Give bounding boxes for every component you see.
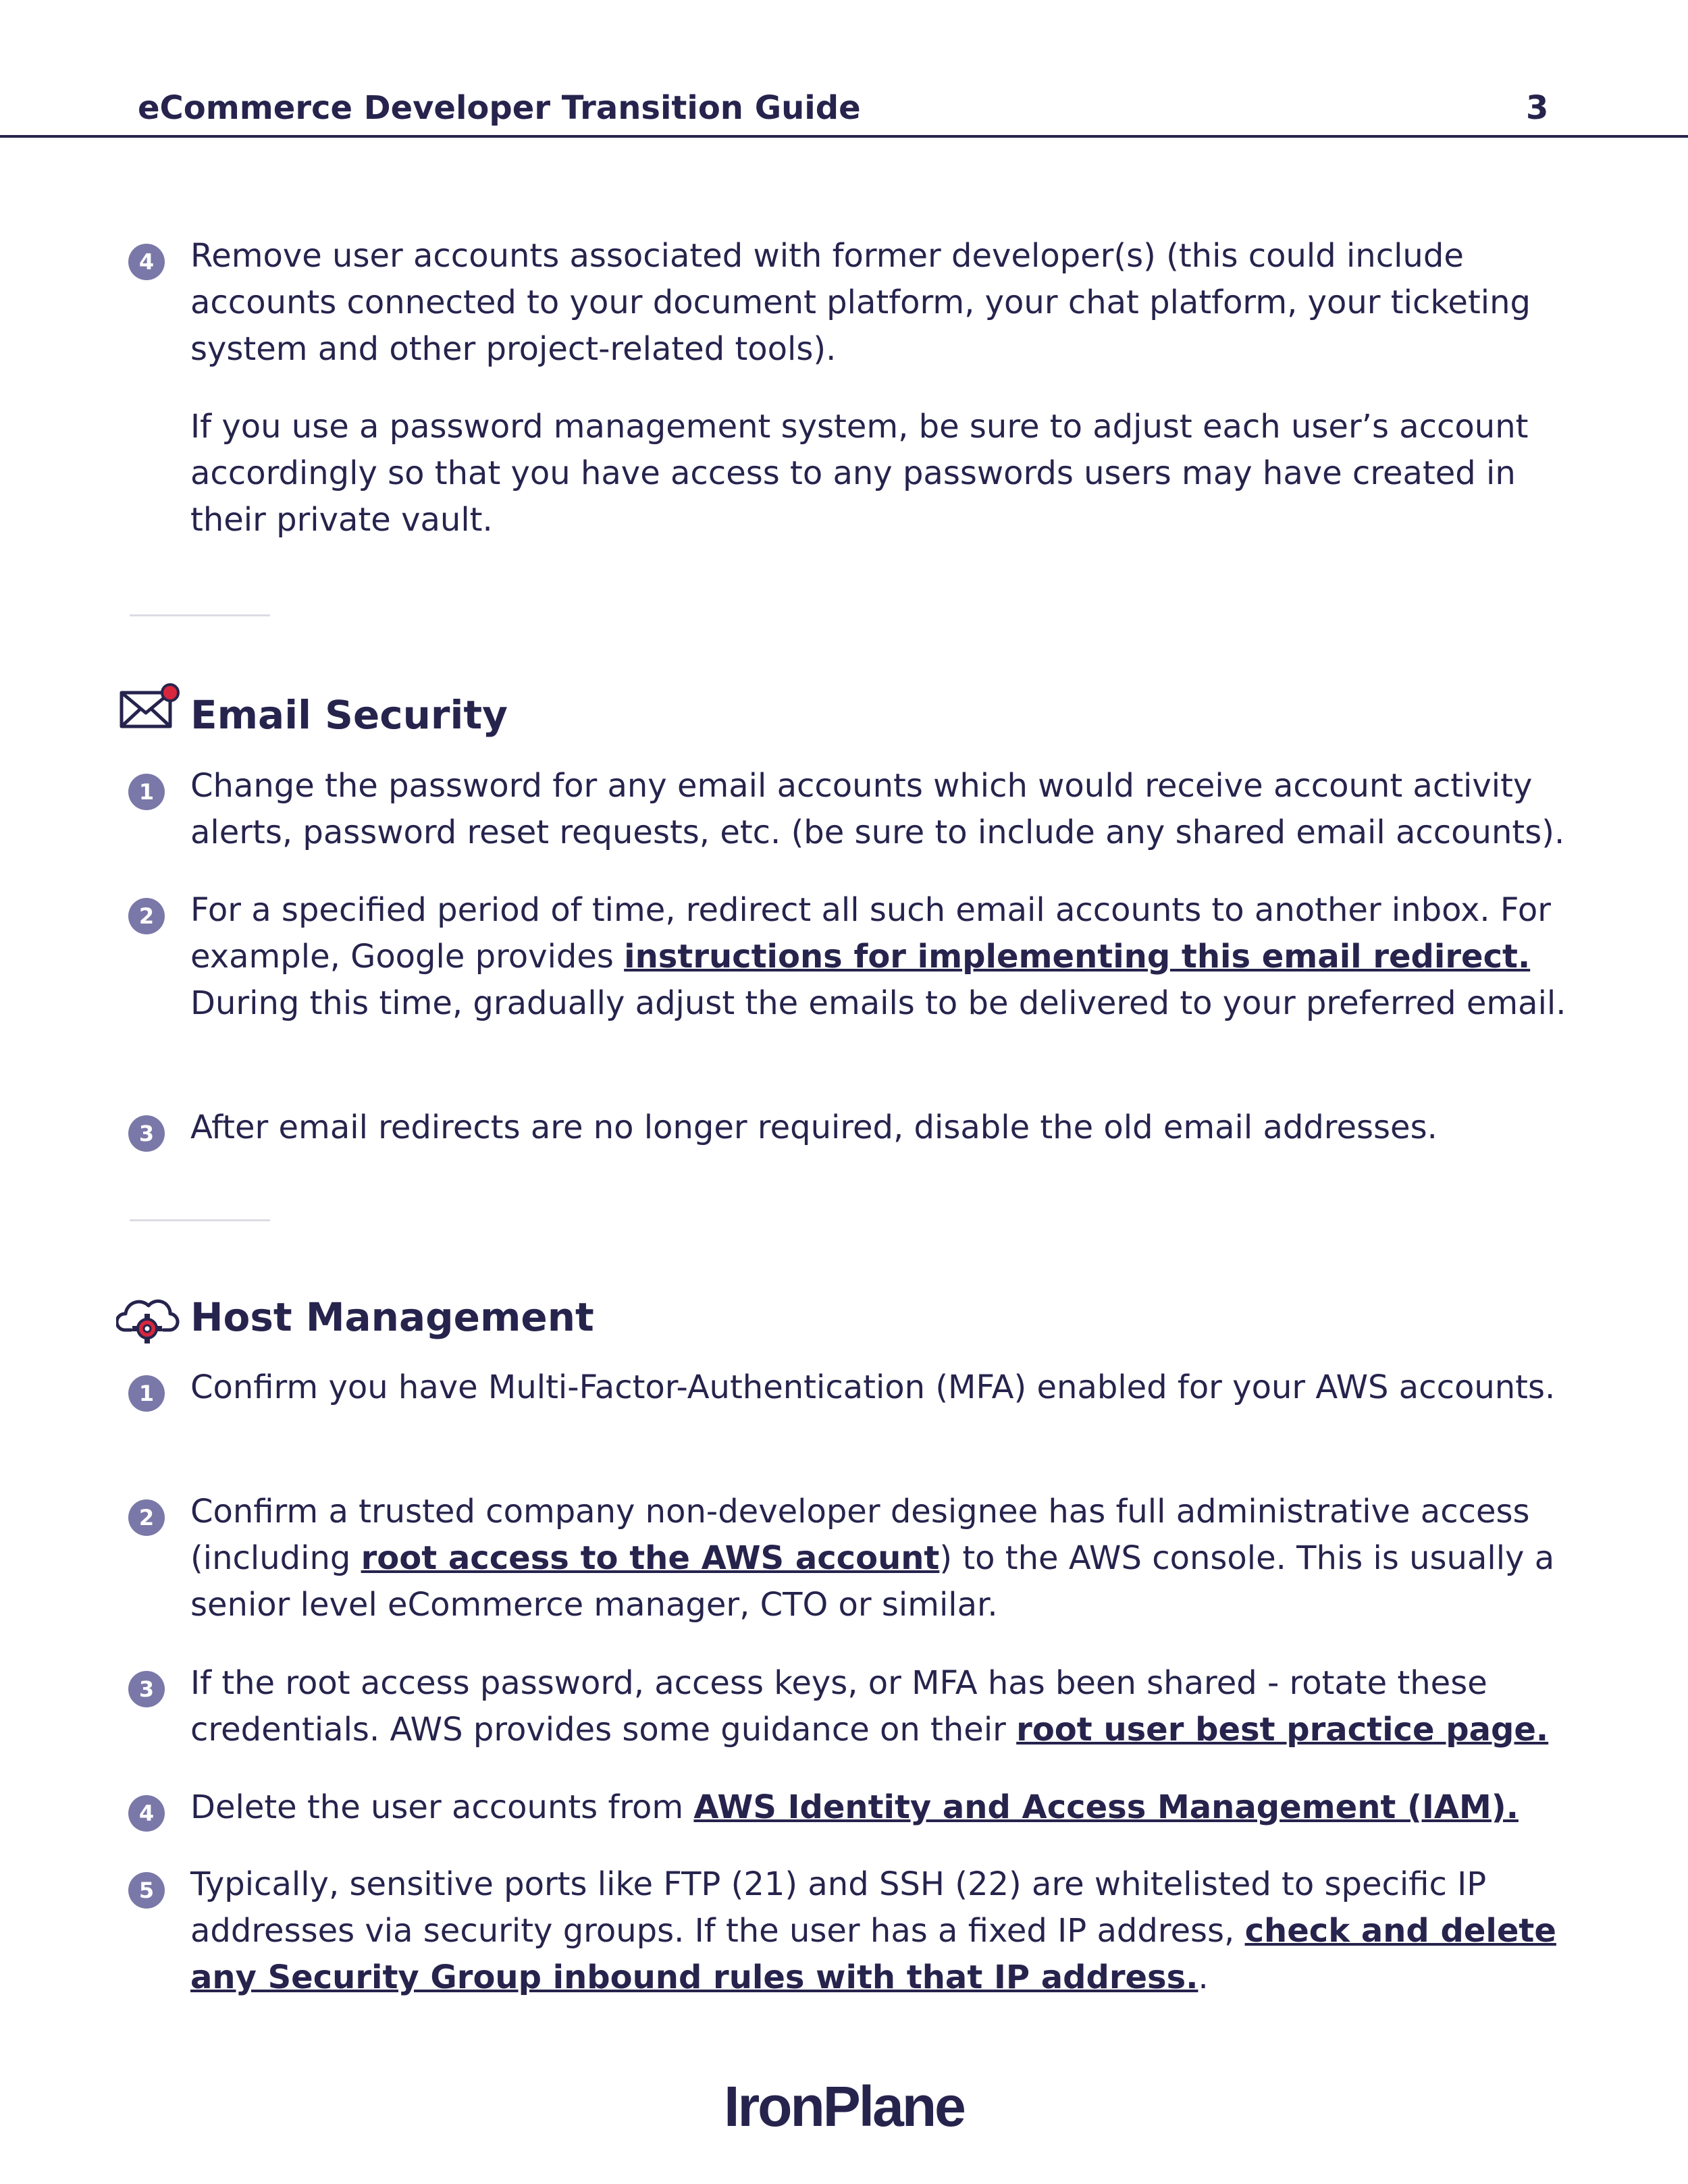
list-item: [138, 763, 1568, 856]
list-item: [138, 887, 1568, 1027]
root-user-best-practice-link[interactable]: root user best practice page.: [1016, 1711, 1549, 1749]
item-note: If you use a password management system, be sure to adjust each user’s account accordingly so that you have access to any passwords users may have created in their private vault.: [190, 408, 1529, 539]
envelope-notification-icon: [119, 683, 180, 736]
item-text: [190, 1489, 1568, 1628]
item-number-badge: 3: [128, 1115, 165, 1152]
item-text-part: .: [1198, 1959, 1209, 1996]
item-text-part: Confirm a trusted company non-developer designee has full administrative access (including: [190, 1493, 1530, 1577]
item-text-part: During this time, gradually adjust the emails to be delivered to your preferred email.: [190, 984, 1566, 1022]
section-heading-host-management: Host Management: [190, 1294, 594, 1340]
item-text-part: If the root access password, access keys, or MFA has been shared - rotate these credentials. AWS provides some guidance on their: [190, 1664, 1487, 1749]
aws-iam-link[interactable]: AWS Identity and Access Management (IAM).: [693, 1788, 1519, 1826]
item-number-badge: 2: [128, 898, 165, 934]
item-number-badge: 1: [128, 774, 165, 810]
page-number: 3: [1526, 89, 1549, 127]
aws-root-access-link[interactable]: root access to the AWS account: [361, 1539, 940, 1577]
item-text-part: ) to the AWS console. This is usually a senior level eCommerce manager, CTO or similar.: [190, 1539, 1555, 1624]
item-number-badge: 3: [128, 1671, 165, 1707]
item-text: [190, 1861, 1568, 2001]
ironplane-logo: IronPlane: [724, 2075, 964, 2138]
list-item: [138, 1784, 1568, 1831]
list-item: [138, 1861, 1568, 2001]
document-title: eCommerce Developer Transition Guide: [138, 89, 861, 127]
section-divider: [130, 1219, 270, 1221]
item-text: Change the password for any email accounts which would receive account activity alerts, password reset requests, etc. (be sure to include any shared email accounts).: [190, 767, 1565, 851]
list-item: [138, 1364, 1568, 1411]
security-group-rules-link[interactable]: check and delete any Security Group inbound rules with that IP address.: [190, 1912, 1556, 1996]
item-text: [190, 1784, 1568, 1831]
list-item-remove-accounts: [138, 233, 1568, 543]
item-text: Confirm you have Multi-Factor-Authentication (MFA) enabled for your AWS accounts.: [190, 1368, 1556, 1406]
item-text: After email redirects are no longer required, disable the old email addresses.: [190, 1109, 1438, 1146]
section-heading-email-security: Email Security: [190, 692, 508, 738]
list-item: [138, 1660, 1568, 1753]
item-number-badge: 5: [128, 1872, 165, 1909]
item-number-badge: 4: [128, 1795, 165, 1832]
header-rule: [0, 135, 1688, 138]
email-redirect-instructions-link[interactable]: instructions for implementing this email redirect.: [624, 938, 1531, 976]
section-divider: [130, 614, 270, 616]
item-text-part: Delete the user accounts from: [190, 1788, 694, 1826]
item-text: [190, 1660, 1568, 1753]
cloud-gear-icon: [116, 1291, 180, 1345]
item-text: [190, 887, 1568, 1027]
list-item: [138, 1489, 1568, 1628]
item-text-part: For a specified period of time, redirect all such email accounts to another inbox. For example, Google provides: [190, 891, 1551, 976]
item-number-badge: 1: [128, 1375, 165, 1412]
item-text: Remove user accounts associated with former developer(s) (this could include accounts connected to your document platform, your chat platform, your ticketing system and other project-related tools).: [190, 237, 1531, 368]
item-number-badge: 4: [128, 244, 165, 280]
list-item: [138, 1104, 1568, 1151]
item-text-part: Typically, sensitive ports like FTP (21) and SSH (22) are whitelisted to specific IP addresses via security groups. If the user has a fixed IP address,: [190, 1865, 1487, 1950]
item-number-badge: 2: [128, 1499, 165, 1536]
